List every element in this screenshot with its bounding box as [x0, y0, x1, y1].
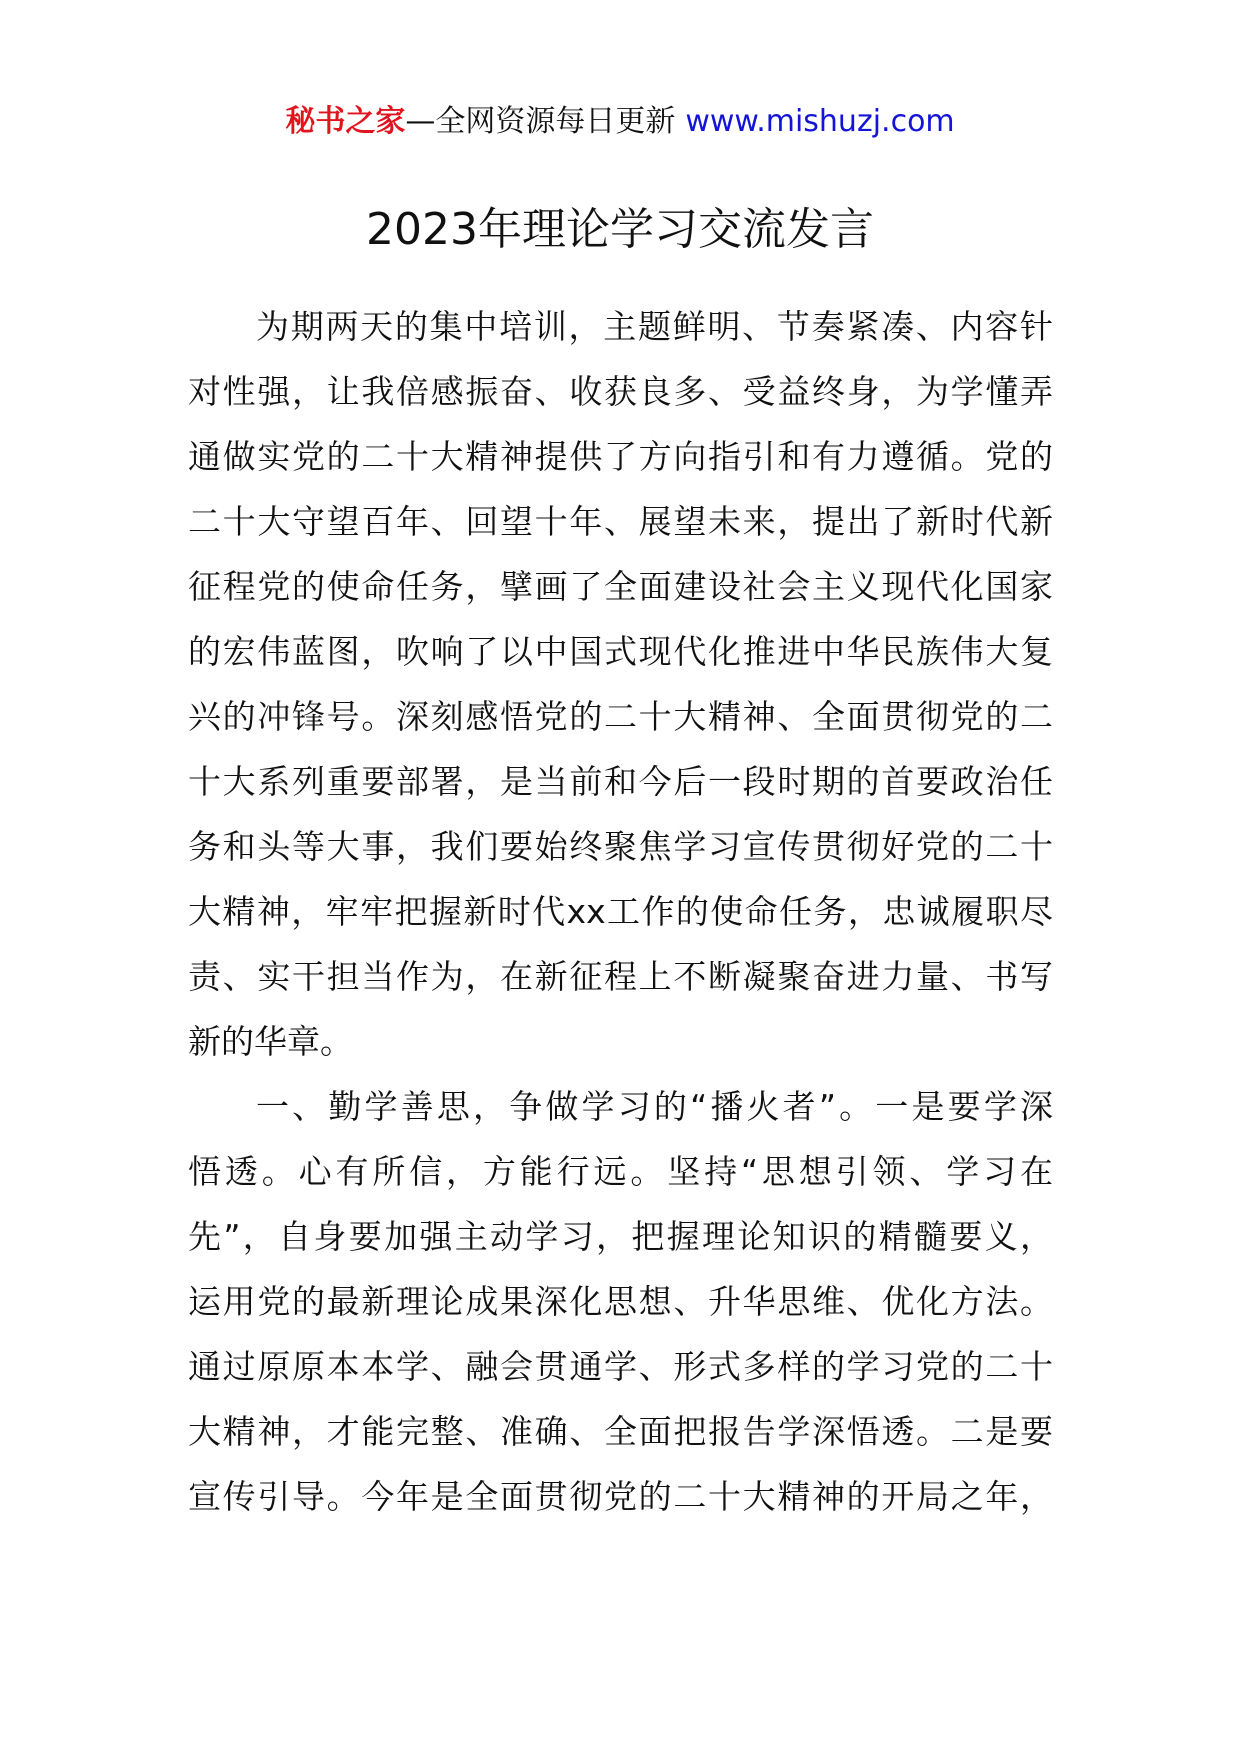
site-header — [0, 102, 1240, 142]
paragraph-line: 悟透。心有所信，方能行远。坚持“思想引领、学习在 — [188, 1152, 1053, 1191]
paragraph-line: 大精神，牢牢把握新时代xx工作的使命任务，忠诚履职尽 — [188, 892, 1053, 931]
section-heading-line: 一、勤学善思，争做学习的“播火者”。一是要学深 — [256, 1087, 1053, 1126]
paragraph-line: 务和头等大事，我们要始终聚焦学习宣传贯彻好党的二十 — [188, 827, 1053, 866]
paragraph-line: 先”，自身要加强主动学习，把握理论知识的精髓要义， — [188, 1217, 1053, 1256]
paragraph-line: 对性强，让我倍感振奋、收获良多、受益终身，为学懂弄 — [188, 372, 1053, 411]
paragraph-line: 征程党的使命任务，擘画了全面建设社会主义现代化国家 — [188, 567, 1053, 606]
header-slogan: —全网资源每日更新 — [405, 104, 676, 139]
site-url-link[interactable]: www.mishuzj.com — [685, 104, 955, 139]
document-body — [188, 294, 1053, 1529]
paragraph-line: 运用党的最新理论成果深化思想、升华思维、优化方法。 — [188, 1282, 1053, 1321]
paragraph-line: 新的华章。 — [188, 1022, 353, 1061]
paragraph-line: 的宏伟蓝图，吹响了以中国式现代化推进中华民族伟大复 — [188, 632, 1053, 671]
paragraph-line: 宣传引导。今年是全面贯彻党的二十大精神的开局之年， — [188, 1477, 1053, 1516]
paragraph-line: 大精神，才能完整、准确、全面把报告学深悟透。二是要 — [188, 1412, 1053, 1451]
paragraph-line: 二十大守望百年、回望十年、展望未来，提出了新时代新 — [188, 502, 1053, 541]
paragraph-line: 兴的冲锋号。深刻感悟党的二十大精神、全面贯彻党的二 — [188, 697, 1053, 736]
brand-name: 秘书之家 — [285, 104, 406, 139]
paragraph-line: 通过原原本本学、融会贯通学、形式多样的学习党的二十 — [188, 1347, 1053, 1386]
paragraph-line: 通做实党的二十大精神提供了方向指引和有力遵循。党的 — [188, 437, 1053, 476]
paragraph-line: 责、实干担当作为，在新征程上不断凝聚奋进力量、书写 — [188, 957, 1053, 996]
document-title: 2023年理论学习交流发言 — [366, 204, 874, 255]
paragraph-line: 十大系列重要部署，是当前和今后一段时期的首要政治任 — [188, 762, 1053, 801]
paragraph-line: 为期两天的集中培训，主题鲜明、节奏紧凑、内容针 — [256, 307, 1053, 346]
